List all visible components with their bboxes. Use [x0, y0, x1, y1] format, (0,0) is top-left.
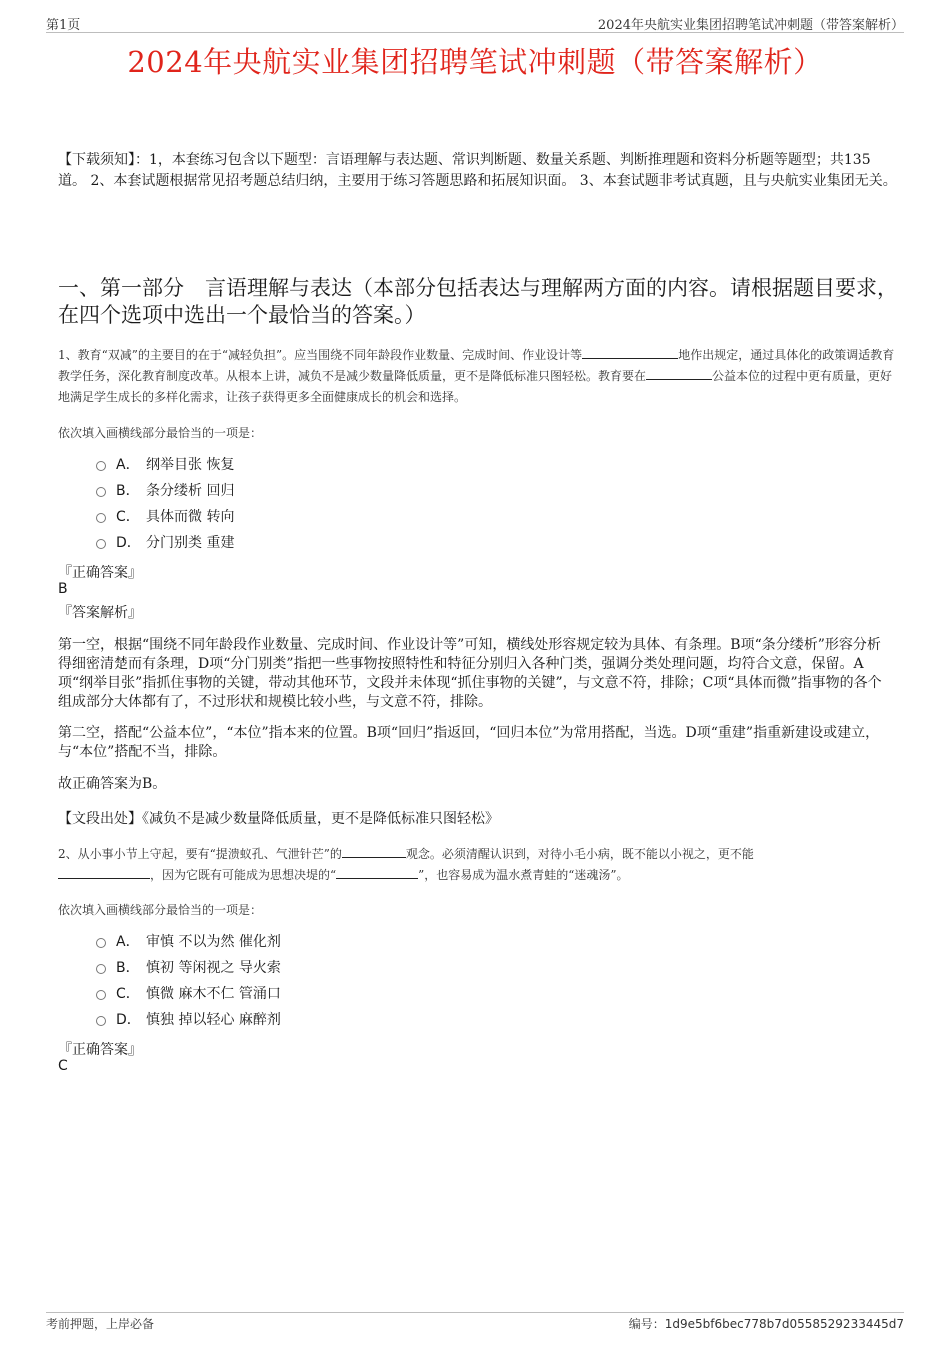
- footer-slogan: 考前押题，上岸必备: [46, 1317, 155, 1331]
- page-number: 第1页: [46, 18, 81, 33]
- question-1-stem: [58, 345, 898, 408]
- correct-answer-label: 『正确答案』: [58, 1042, 142, 1058]
- page-footer: [46, 1312, 904, 1335]
- question-2-stem: [58, 844, 898, 886]
- document-title: 2024年央航实业集团招聘笔试冲刺题（带答案解析）: [127, 45, 823, 79]
- option-d[interactable]: [96, 530, 234, 556]
- stem-text: 公益本位的过程中更有质量，更好地满足学生成长的多样化需求，让孩子获得更多全面健康成长的机会和选择。: [58, 369, 893, 404]
- option-b[interactable]: [96, 955, 281, 981]
- radio-button[interactable]: [96, 487, 106, 497]
- answer-blank: [336, 865, 418, 879]
- option-letter: A．: [116, 457, 140, 473]
- stem-text: 1、教育“双减”的主要目的在于“减轻负担”。应当围绕不同年龄段作业数量、完成时间、作业设计等: [58, 348, 583, 362]
- answer-blank: [342, 844, 406, 858]
- text-source: 【文段出处】《减负不是减少数量降低质量，更不是降低标准只图轻松》: [58, 811, 499, 827]
- option-c[interactable]: [96, 504, 234, 530]
- answer-blank: [646, 366, 712, 380]
- radio-button[interactable]: [96, 938, 106, 948]
- option-letter: A．: [116, 934, 140, 950]
- option-letter: D．: [116, 535, 141, 551]
- option-text: 慎初 等闲视之 导火索: [146, 960, 281, 976]
- page-header: [46, 14, 904, 33]
- download-notice: 【下载须知】：1，本套练习包含以下题型：言语理解与表达题、常识判断题、数量关系题、判断推理题和资料分析题等题型；共135道。 2、本套试题根据常见招考题总结归纳，主要用于练习答题思路和拓展知识面。 3、本套试题非考试真题，且与央航实业集团无关。: [58, 152, 897, 189]
- option-letter: C．: [116, 509, 140, 525]
- radio-button[interactable]: [96, 539, 106, 549]
- question-1-options: [96, 452, 234, 556]
- correct-answer: B: [58, 581, 68, 597]
- radio-button[interactable]: [96, 461, 106, 471]
- option-a[interactable]: [96, 452, 234, 478]
- stem-text: 地作出规定，通过具体化的政策调适教育教学任务，深化教育制度改革。从根本上讲，减负不是减少数量降低质量，更不是降低标准只图轻松。教育要在: [58, 348, 895, 383]
- stem-text: ，因为它既有可能成为思想决堤的“: [150, 868, 337, 882]
- radio-button[interactable]: [96, 513, 106, 523]
- analysis-conclusion: 故正确答案为B。: [58, 776, 167, 792]
- option-text: 具体而微 转向: [146, 509, 235, 525]
- option-text: 纲举目张 恢复: [146, 457, 235, 473]
- correct-answer-label: 『正确答案』: [58, 565, 142, 581]
- question-1-prompt: 依次填入画横线部分最恰当的一项是：: [58, 426, 263, 440]
- option-d[interactable]: [96, 1007, 281, 1033]
- option-b[interactable]: [96, 478, 234, 504]
- question-2-prompt: 依次填入画横线部分最恰当的一项是：: [58, 903, 263, 917]
- stem-text: 2、从小事小节上守起，要有“提溃蚁孔、气泄针芒”的: [58, 847, 342, 861]
- analysis-paragraph-2: 第二空，搭配“公益本位”，“本位”指本来的位置。B项“回归”指返回，“回归本位”为常用搭配，当选。D项“重建”指重新建设或建立，与“本位”搭配不当，排除。: [58, 725, 880, 760]
- option-letter: B．: [116, 483, 140, 499]
- option-letter: D．: [116, 1012, 141, 1028]
- code-value: 1d9e5bf6bec778b7d0558529233445d7: [664, 1317, 904, 1331]
- radio-button[interactable]: [96, 990, 106, 1000]
- radio-button[interactable]: [96, 1016, 106, 1026]
- option-letter: B．: [116, 960, 140, 976]
- option-letter: C．: [116, 986, 140, 1002]
- code-label: 编号：: [628, 1317, 665, 1331]
- correct-answer: C: [58, 1058, 68, 1074]
- answer-blank: [582, 345, 678, 359]
- document-code: [629, 1315, 904, 1332]
- radio-button[interactable]: [96, 964, 106, 974]
- analysis-paragraph-1: 第一空，根据“围绕不同年龄段作业数量、完成时间、作业设计等”可知，横线处形容规定较为具体、有条理。B项“条分缕析”形容分析得细密清楚而有条理，D项“分门别类”指把一些事物按照特性和特征分别归入各种门类，强调分类处理问题，均符合文意，保留。A项“纲举目张”指抓住事物的关键，带动其他环节，文段并未体现“抓住事物的关键”，与文意不符，排除；C项“具体而微”指事物的各个组成部分大体都有了，不过形状和规模比较小些，与文意不符，排除。: [58, 637, 882, 710]
- option-c[interactable]: [96, 981, 281, 1007]
- answer-blank: [58, 865, 150, 879]
- analysis-label: 『答案解析』: [58, 605, 142, 621]
- stem-text: 观念。必须清醒认识到，对待小毛小病，既不能以小视之，更不能: [405, 847, 754, 861]
- option-text: 分门别类 重建: [146, 535, 235, 551]
- option-a[interactable]: [96, 929, 281, 955]
- stem-text: ”，也容易成为温水煮青蛙的“迷魂汤”。: [418, 868, 629, 882]
- option-text: 条分缕析 回归: [146, 483, 235, 499]
- section-heading: 一、第一部分 言语理解与表达（本部分包括表达与理解两方面的内容。请根据题目要求，在四个选项中选出一个最恰当的答案。）: [58, 276, 898, 327]
- header-doc-title: 2024年央航实业集团招聘笔试冲刺题（带答案解析）: [597, 18, 904, 33]
- option-text: 审慎 不以为然 催化剂: [146, 934, 281, 950]
- option-text: 慎微 麻木不仁 管涌口: [146, 986, 281, 1002]
- option-text: 慎独 掉以轻心 麻醉剂: [146, 1012, 281, 1028]
- question-2-options: [96, 929, 281, 1033]
